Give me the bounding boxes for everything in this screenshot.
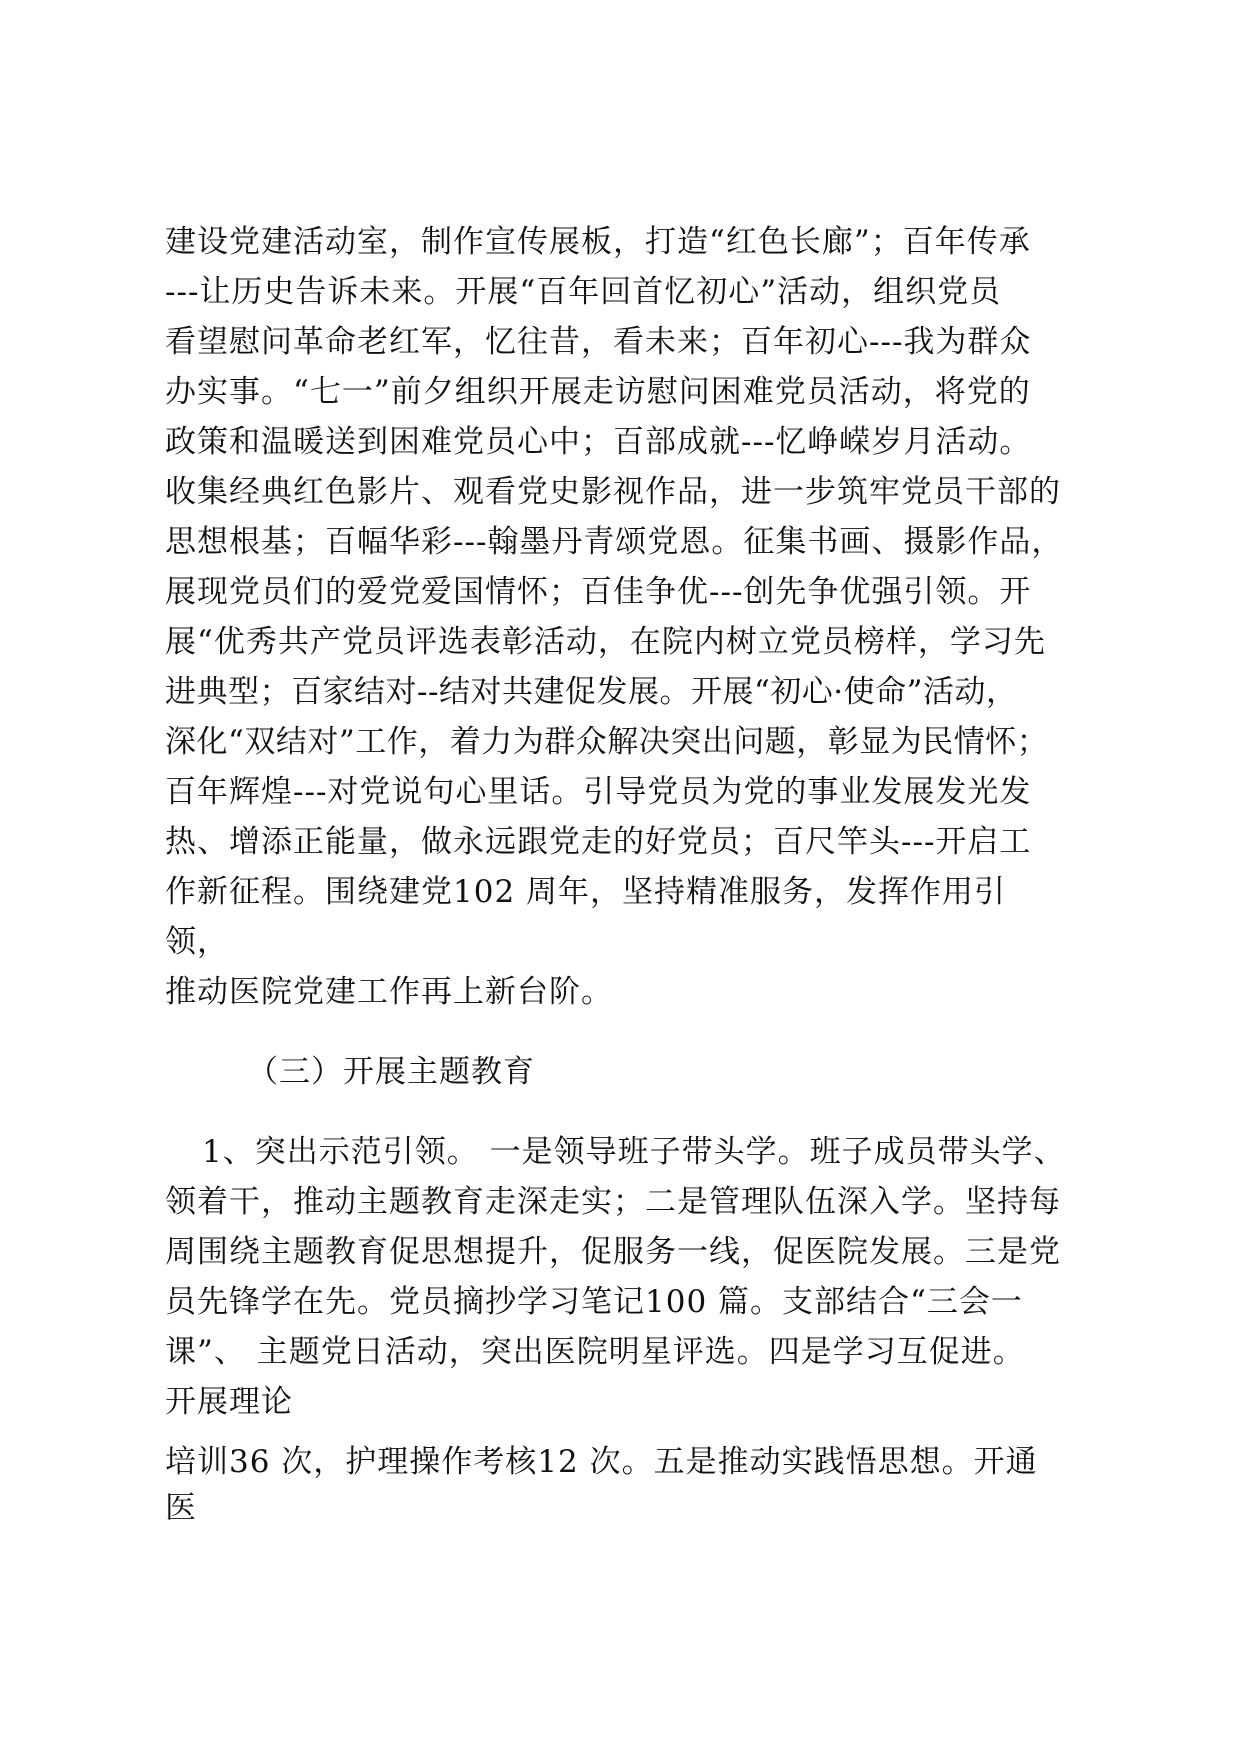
- body-text-line: 思想根基；百幅华彩---翰墨丹青颂党恩。征集书画、摄影作品，: [165, 524, 1064, 560]
- body-text-line: 展现党员们的爱党爱国情怀；百佳争优---创先争优强引领。开: [165, 574, 1032, 610]
- body-text-line: 周围绕主题教育促思想提升，促服务一线，促医院发展。三是党: [165, 1234, 1061, 1270]
- body-text-line: 领，: [165, 924, 229, 960]
- body-text-line: 1、突出示范引领。 一是领导班子带头学。班子成员带头学、: [202, 1134, 1066, 1170]
- body-text-line: 热、增添正能量，做永远跟党走的好党员；百尺竿头---开启工: [165, 824, 1032, 860]
- body-text-line: 进典型；百家结对--结对共建促发展。开展“初心·使命”活动，: [165, 674, 1018, 710]
- body-text-line: 收集经典红色影片、观看党史影视作品，进一步筑牢党员干部的: [165, 474, 1061, 510]
- body-text-line: 医: [165, 1490, 197, 1526]
- body-text-line: 看望慰问革命老红军，忆往昔，看未来；百年初心---我为群众: [165, 324, 1032, 360]
- body-text-line: 办实事。“七一”前夕组织开展走访慰问困难党员活动，将党的: [165, 374, 1031, 410]
- body-text-line: 建设党建活动室，制作宣传展板，打造“红色长廊”；百年传承: [165, 224, 1031, 260]
- body-text-line: 展“优秀共产党员评选表彰活动，在院内树立党员榜样，学习先: [165, 624, 1046, 660]
- body-text-line: 百年辉煌---对党说句心里话。引导党员为党的事业发展发光发: [165, 774, 1032, 810]
- body-text-line: 课”、 主题党日活动，突出医院明星评选。四是学习互促进。: [165, 1334, 1025, 1370]
- body-text-line: 开展理论: [165, 1384, 293, 1420]
- body-text-line: 员先锋学在先。党员摘抄学习笔记100 篇。支部结合“三会一: [165, 1284, 1023, 1320]
- body-text-line: 作新征程。围绕建党102 周年，坚持精准服务，发挥作用引: [165, 874, 1007, 910]
- body-text-line: 政策和温暖送到困难党员心中；百部成就---忆峥嵘岁月活动。: [165, 424, 1032, 460]
- section-heading: （三）开展主题教育: [247, 1054, 535, 1090]
- body-text-line: ---让历史告诉未来。开展“百年回首忆初心”活动，组织党员: [165, 274, 1002, 310]
- body-text-line: 推动医院党建工作再上新台阶。: [165, 974, 613, 1010]
- body-text-line: 深化“双结对”工作，着力为群众解决突出问题，彰显为民情怀；: [165, 724, 1049, 760]
- body-text-line: 培训36 次，护理操作考核12 次。五是推动实践悟思想。开通: [165, 1444, 1038, 1480]
- body-text-line: 领着干，推动主题教育走深走实；二是管理队伍深入学。坚持每: [165, 1184, 1061, 1220]
